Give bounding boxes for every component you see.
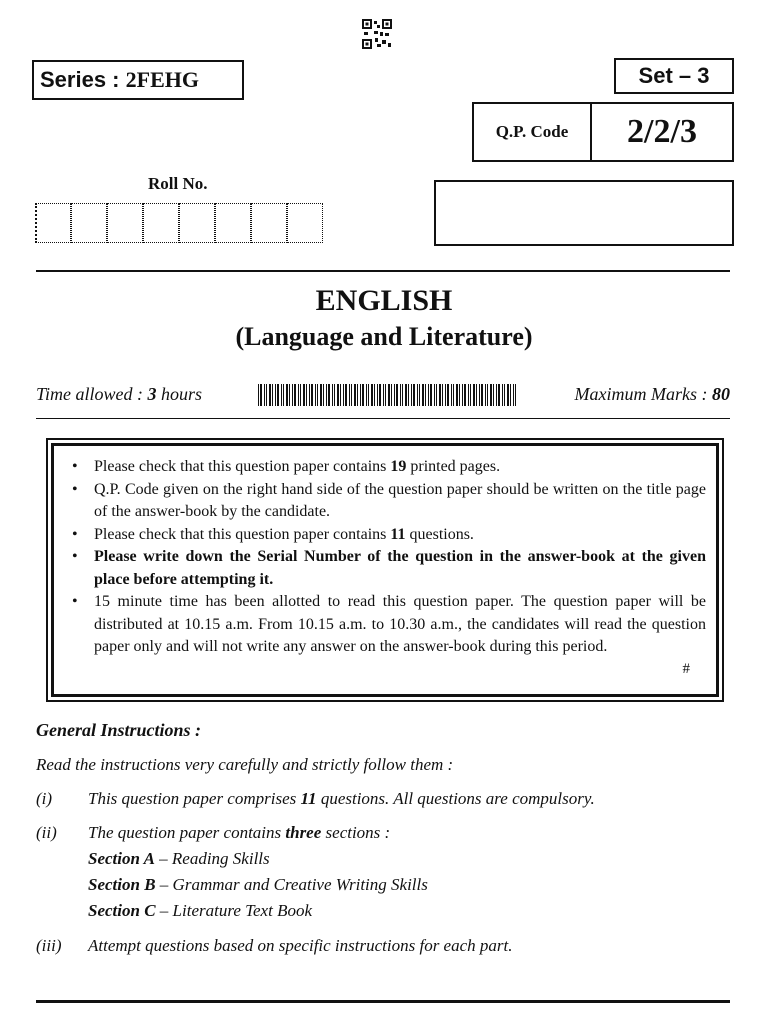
general-instructions-intro: Read the instructions very carefully and strictly follow them : — [36, 755, 454, 774]
instruction-i: (i) This question paper comprises 11 questions. All questions are compulsory. — [36, 789, 595, 808]
divider — [36, 270, 730, 272]
hash-mark: # — [682, 661, 690, 677]
qr-code-icon — [362, 19, 392, 49]
notice-item: • Please check that this question paper contains 11 questions. — [66, 524, 706, 547]
roll-no-cell — [287, 203, 323, 243]
section-name: Section A — [88, 849, 155, 868]
bottom-divider — [36, 1000, 730, 1003]
barcode-icon — [258, 384, 516, 406]
series-label: Series : — [40, 67, 120, 92]
series-box — [32, 60, 244, 100]
candidate-blank-box — [434, 180, 734, 246]
maximum-marks — [575, 384, 730, 405]
qp-code-value: 2/2/3 — [627, 113, 697, 150]
section-a-line: Section A – Reading Skills — [88, 849, 270, 868]
roll-no-cell — [251, 203, 287, 243]
divider — [36, 418, 730, 419]
roll-no-label: Roll No. — [148, 174, 208, 193]
instruction-iii: (iii) Attempt questions based on specific instructions for each part. — [36, 936, 513, 955]
roll-no-boxes — [35, 203, 323, 243]
series-code: 2FEHG — [125, 67, 199, 92]
general-instructions-title: General Instructions : — [36, 720, 202, 740]
marks-label: Maximum Marks : — [574, 384, 708, 404]
subject-subtitle: (Language and Literature) — [235, 322, 533, 351]
roll-no-cell — [107, 203, 143, 243]
time-allowed — [36, 384, 202, 405]
notice-item: • 15 minute time has been allotted to read this question paper. The question paper will be distributed at 10.15 a.m. From 10.15 a.m. to 10.30 a.m., the candidates will read the question paper only and will not write any answer on the answer-book during this period. — [66, 591, 706, 659]
subject-title: ENGLISH — [315, 284, 453, 317]
notice-item: • Q.P. Code given on the right hand side of the question paper should be written on the title page of the answer-book by the candidate. — [66, 479, 706, 524]
section-name: Section B — [88, 875, 156, 894]
instruction-number: (i) — [36, 789, 53, 808]
notice-item: • Please write down the Serial Number of the question in the answer-book at the given place before attempting it. — [66, 546, 706, 591]
roll-no-cell — [35, 203, 71, 243]
time-label: Time allowed : — [36, 384, 143, 404]
set-box: Set – 3 — [614, 58, 734, 94]
qp-code-label: Q.P. Code — [474, 104, 592, 160]
notice-list — [66, 456, 706, 659]
roll-no-cell — [71, 203, 107, 243]
section-name: Section C — [88, 901, 156, 920]
marks-value: 80 — [712, 384, 730, 404]
section-b-line: Section B – Grammar and Creative Writing Skills — [88, 875, 428, 894]
roll-no-cell — [179, 203, 215, 243]
roll-no-cell — [143, 203, 179, 243]
notice-box — [46, 438, 724, 702]
qp-code-box — [472, 102, 734, 162]
instruction-number: (iii) — [36, 936, 62, 955]
instruction-ii: (ii) The question paper contains three sections : — [36, 823, 391, 842]
section-c-line: Section C – Literature Text Book — [88, 901, 312, 920]
instruction-number: (ii) — [36, 823, 57, 842]
time-unit: hours — [161, 384, 203, 404]
roll-no-cell — [215, 203, 251, 243]
time-value: 3 — [147, 384, 157, 404]
notice-item: • Please check that this question paper contains 19 printed pages. — [66, 456, 706, 479]
